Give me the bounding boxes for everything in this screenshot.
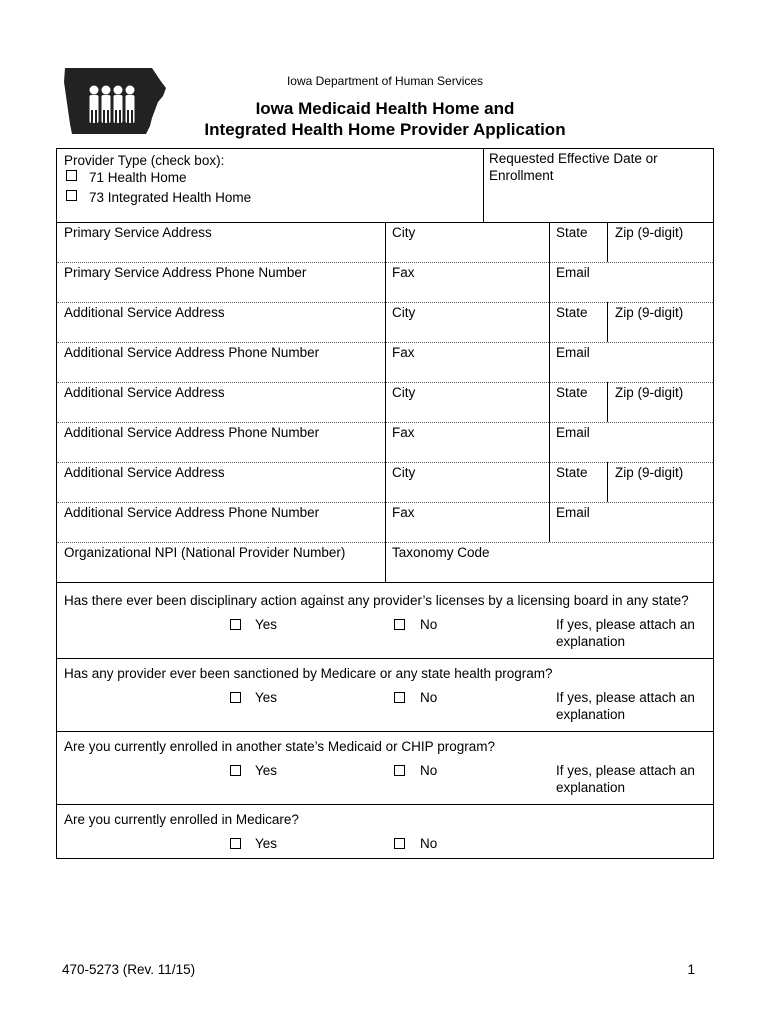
zip-label: Zip (9-digit)	[615, 385, 684, 400]
additional-service-address-label: Additional Service Address	[64, 465, 225, 480]
q4-no-label: No	[420, 836, 438, 851]
state-label: State	[556, 385, 588, 400]
application-form	[56, 148, 714, 859]
city-label: City	[392, 465, 416, 480]
additional-phone-label: Additional Service Address Phone Number	[64, 425, 320, 440]
q2-yes-label: Yes	[255, 690, 278, 705]
title-line-2: Integrated Health Home Provider Application	[204, 120, 566, 139]
q2-note: If yes, please attach an explanation	[556, 690, 695, 722]
form-number: 470-5273 (Rev. 11/15)	[62, 962, 196, 977]
checkbox-73-integrated-health-home[interactable]	[66, 190, 77, 201]
provider-type-label: Provider Type (check box):	[64, 153, 225, 168]
q2-no-checkbox[interactable]	[394, 692, 405, 703]
q2-no-label: No	[420, 690, 438, 705]
q1-yes-checkbox[interactable]	[230, 619, 241, 630]
effective-date-label: Requested Effective Date or Enrollment	[489, 151, 658, 183]
fax-label: Fax	[392, 265, 415, 280]
state-label: State	[556, 465, 588, 480]
fax-label: Fax	[392, 345, 415, 360]
q1-no-checkbox[interactable]	[394, 619, 405, 630]
primary-service-address-label: Primary Service Address	[64, 225, 212, 240]
q4-yes-label: Yes	[255, 836, 278, 851]
primary-phone-label: Primary Service Address Phone Number	[64, 265, 307, 280]
question-2-text: Has any provider ever been sanctioned by Medicare or any state health program?	[64, 666, 553, 681]
zip-label: Zip (9-digit)	[615, 225, 684, 240]
state-label: State	[556, 225, 588, 240]
checkbox-71-health-home[interactable]	[66, 170, 77, 181]
q1-yes-label: Yes	[255, 617, 278, 632]
city-label: City	[392, 225, 416, 240]
q2-yes-checkbox[interactable]	[230, 692, 241, 703]
q3-yes-checkbox[interactable]	[230, 765, 241, 776]
department-name: Iowa Department of Human Services	[286, 74, 484, 88]
city-label: City	[392, 305, 416, 320]
state-label: State	[556, 305, 588, 320]
question-3-text: Are you currently enrolled in another state’s Medicaid or CHIP program?	[64, 739, 495, 754]
option-73-label: 73 Integrated Health Home	[89, 190, 252, 205]
additional-service-address-label: Additional Service Address	[64, 385, 225, 400]
npi-label: Organizational NPI (National Provider Number)	[64, 545, 346, 560]
additional-service-address-label: Additional Service Address	[64, 305, 225, 320]
q1-no-label: No	[420, 617, 438, 632]
fax-label: Fax	[392, 505, 415, 520]
option-71-label: 71 Health Home	[89, 170, 187, 185]
q3-no-checkbox[interactable]	[394, 765, 405, 776]
q4-yes-checkbox[interactable]	[230, 838, 241, 849]
email-label: Email	[556, 265, 590, 280]
additional-phone-label: Additional Service Address Phone Number	[64, 505, 320, 520]
email-label: Email	[556, 345, 590, 360]
page-number: 1	[687, 962, 695, 977]
question-1-text: Has there ever been disciplinary action against any provider’s licenses by a licensing board in any state?	[64, 593, 689, 608]
title-line-1: Iowa Medicaid Health Home and	[255, 99, 515, 118]
email-label: Email	[556, 425, 590, 440]
question-4-text: Are you currently enrolled in Medicare?	[64, 812, 299, 827]
q4-no-checkbox[interactable]	[394, 838, 405, 849]
q1-note: If yes, please attach an explanation	[556, 617, 695, 649]
taxonomy-code-label: Taxonomy Code	[392, 545, 490, 560]
additional-phone-label: Additional Service Address Phone Number	[64, 345, 320, 360]
zip-label: Zip (9-digit)	[615, 305, 684, 320]
page-title	[0, 98, 770, 140]
q3-yes-label: Yes	[255, 763, 278, 778]
q3-note: If yes, please attach an explanation	[556, 763, 695, 795]
zip-label: Zip (9-digit)	[615, 465, 684, 480]
fax-label: Fax	[392, 425, 415, 440]
q3-no-label: No	[420, 763, 438, 778]
city-label: City	[392, 385, 416, 400]
email-label: Email	[556, 505, 590, 520]
